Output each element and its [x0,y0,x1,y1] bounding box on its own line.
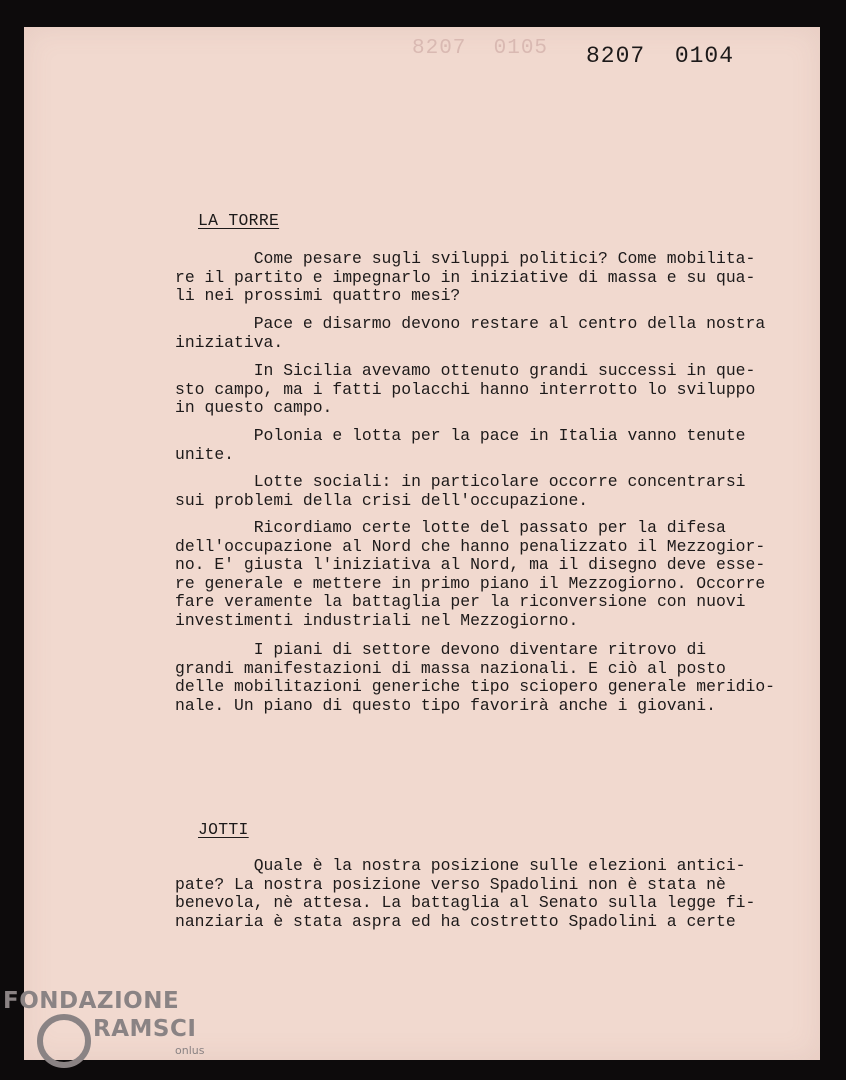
g-ring-logo-icon [37,1014,91,1068]
speaker-heading-la-torre: LA TORRE [198,211,280,230]
paragraph: Come pesare sugli sviluppi politici? Come mobilita- re il partito e impegnarlo in iniziative di massa e su qua- li nei prossimi quattro mesi? [175,249,756,306]
watermark-line-2: RAMSCI [93,1016,197,1042]
speaker-heading-jotti: JOTTI [198,820,249,839]
foundation-watermark-logo [3,988,223,1080]
watermark-suffix: onlus [175,1044,205,1057]
bleed-through-archive-code: 8207 0105 [412,37,549,60]
watermark-line-1: FONDAZIONE [3,988,180,1014]
archive-code: 8207 0104 [586,43,735,69]
paragraph: Quale è la nostra posizione sulle elezioni antici- pate? La nostra posizione verso Spadolini non è stata nè benevola, nè attesa. La battaglia al Senato sulla legge fi- nanziaria è stata aspra ed ha costretto Spadolini a certe [175,856,756,931]
paragraph: Ricordiamo certe lotte del passato per la difesa dell'occupazione al Nord che hanno penalizzato il Mezzogior- no. E' giusta l'iniziativa al Nord, ma il disegno deve esse- re generale e mettere in primo piano il Mezzogiorno. Occorre fare veramente la battaglia per la riconversione con nuovi investimenti industriali nel Mezzogiorno. [175,518,766,630]
paragraph: Lotte sociali: in particolare occorre concentrarsi sui problemi della crisi dell'occupazione. [175,472,746,510]
paragraph: I piani di settore devono diventare ritrovo di grandi manifestazioni di massa nazionali. E ciò al posto delle mobilitazioni generiche tipo sciopero generale meridio- nale. Un piano di questo tipo favorirà anche i giovani. [175,640,775,715]
paragraph: Pace e disarmo devono restare al centro della nostra iniziativa. [175,314,766,352]
paragraph: In Sicilia avevamo ottenuto grandi successi in que- sto campo, ma i fatti polacchi hanno interrotto lo sviluppo in questo campo. [175,361,756,418]
paragraph: Polonia e lotta per la pace in Italia vanno tenute unite. [175,426,746,464]
